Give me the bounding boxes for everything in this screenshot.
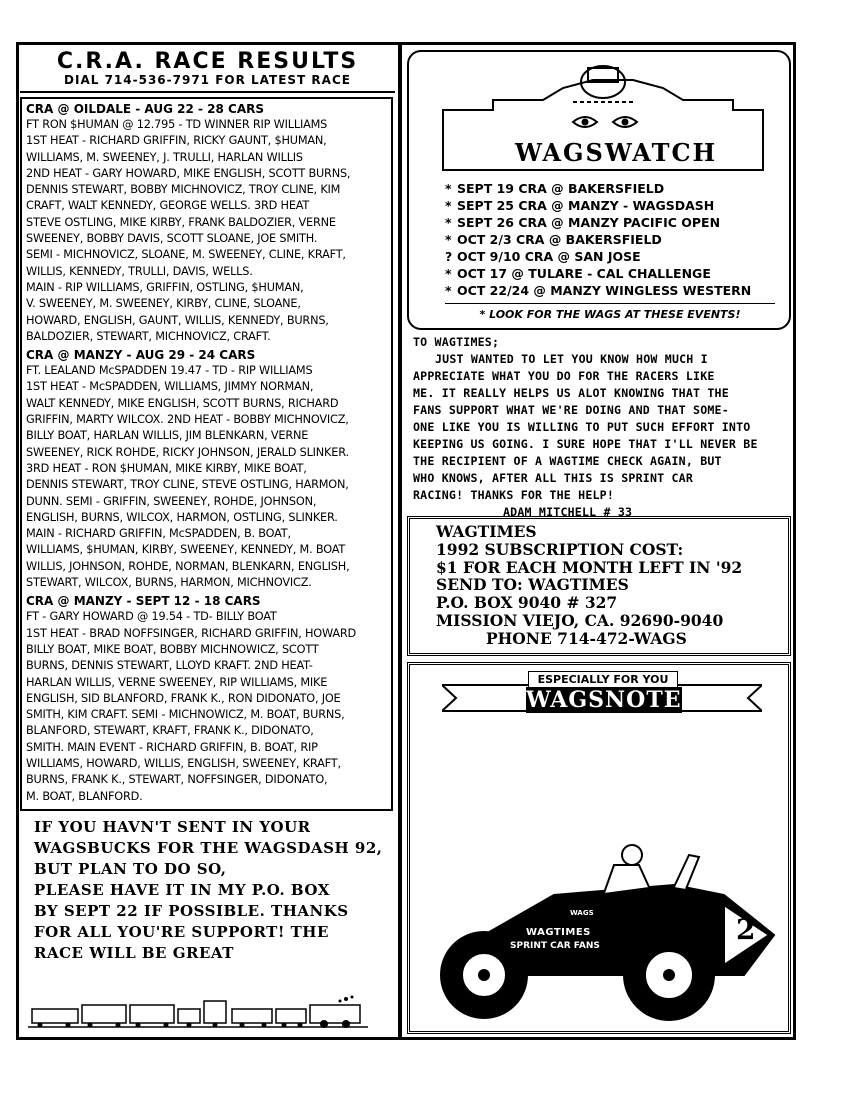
event-text: SEPT 25 CRA @ MANZY - WAGSDASH (457, 198, 715, 213)
result-line: GRIFFIN, MARTY WILCOX. 2ND HEAT - BOBBY MICHNOVICZ, (26, 413, 349, 427)
letter-line: KEEPING US GOING. I SURE HOPE THAT I'LL NEVER BE (413, 437, 758, 451)
sprint-car-icon (424, 825, 784, 1025)
bullet-marker: * (445, 215, 452, 230)
race-heading: CRA @ OILDALE - AUG 22 - 28 CARS (26, 102, 265, 116)
result-line: BURNS, DENNIS STEWART, LLOYD KRAFT. 2ND HEAT- (26, 659, 313, 673)
wagsnotes-banner (442, 671, 762, 715)
result-line: SMITH, KIM CRAFT. SEMI - MICHNOWICZ, M. BOAT, BURNS, (26, 708, 345, 722)
rear-wheel-icon (623, 929, 715, 1021)
bullet-marker: * (445, 266, 452, 281)
callout-line: FOR ALL YOU'RE SUPPORT! THE (34, 922, 329, 941)
callout-line: BY SEPT 22 IF POSSIBLE. THANKS (34, 901, 349, 920)
subscription-line: 1992 SUBSCRIPTION COST: (436, 539, 684, 559)
result-line: BALDOZIER, STEWART, MICHNOVICZ, CRAFT. (26, 329, 271, 343)
event-text: OCT 17 @ TULARE - CAL CHALLENGE (457, 266, 711, 281)
event-text: SEPT 26 CRA @ MANZY PACIFIC OPEN (457, 215, 721, 230)
result-line: SEMI - MICHNOVICZ, SLOANE, M. SWEENEY, CLINE, KRAFT, (26, 248, 346, 262)
list-item (445, 214, 775, 231)
result-line: 1ST HEAT - McSPADDEN, WILLIAMS, JIMMY NORMAN, (26, 380, 314, 394)
race-oildale (26, 101, 387, 345)
subscription-line: MISSION VIEJO, CA. 92690-9040 (436, 610, 724, 630)
result-line: 2ND HEAT - GARY HOWARD, MIKE ENGLISH, SCOTT BURNS, (26, 166, 351, 180)
subscription-line: $1 FOR EACH MONTH LEFT IN '92 (436, 557, 743, 577)
result-line: CRAFT, WALT KENNEDY, GEORGE WELLS. 3RD HEAT (26, 199, 310, 213)
subscription-line: SEND TO: WAGTIMES (436, 575, 629, 595)
result-line: FT. LEALAND McSPADDEN 19.47 - TD - RIP WILLIAMS (26, 364, 313, 378)
wagswatch-title: WAGSWATCH (515, 138, 718, 167)
result-line: WILLIAMS, HOWARD, WILLIS, ENGLISH, SWEENEY, KRAFT, (26, 756, 341, 770)
list-item (445, 197, 775, 214)
subscription-box (407, 516, 791, 656)
letter-line: WHO KNOWS, AFTER ALL THIS IS SPRINT CAR (413, 471, 694, 485)
car-label: WAGTIMES (526, 927, 591, 938)
result-line: WILLIS, JOHNSON, ROHDE, NORMAN, BLENKARN, ENGLISH, (26, 559, 350, 573)
list-item (445, 231, 775, 248)
result-line: BILLY BOAT, MIKE BOAT, BOBBY MICHNOWICZ, SCOTT (26, 642, 319, 656)
bullet-marker: * (445, 232, 452, 247)
event-text: OCT 2/3 CRA @ BAKERSFIELD (457, 232, 662, 247)
result-line: DENNIS STEWART, BOBBY MICHNOVICZ, TROY CLINE, KIM (26, 183, 341, 197)
bullet-marker: * (445, 198, 452, 213)
bullet-marker: * (445, 181, 452, 196)
letter-line: JUST WANTED TO LET YOU KNOW HOW MUCH I (435, 352, 708, 366)
race-results (20, 97, 393, 811)
callout-line: WAGSBUCKS FOR THE WAGSDASH 92, (34, 838, 383, 857)
result-line: V. SWEENEY, M. SWEENEY, KIRBY, CLINE, SLOANE, (26, 297, 301, 311)
result-line: 3RD HEAT - RON $HUMAN, MIKE KIRBY, MIKE BOAT, (26, 461, 307, 475)
event-list (445, 180, 775, 323)
letter-line: RACING! THANKS FOR THE HELP! (413, 488, 615, 502)
list-item (445, 180, 775, 197)
letter-line: ONE LIKE YOU IS WILLING TO PUT SUCH EFFORT INTO (413, 420, 751, 434)
callout-line: BUT PLAN TO DO SO, (34, 859, 227, 878)
wagsnotes-box (407, 662, 791, 1034)
result-line: SMITH. MAIN EVENT - RICHARD GRIFFIN, B. BOAT, RIP (26, 740, 318, 754)
masthead-subtitle: DIAL 714-536-7971 FOR LATEST RACE (64, 73, 351, 87)
letter-salutation: TO WAGTIMES; (413, 335, 500, 349)
subscription-line: WAGTIMES (436, 522, 537, 541)
result-line: WILLIAMS, $HUMAN, KIRBY, SWEENEY, KENNEDY, M. BOAT (26, 543, 346, 557)
wagsnotes-title: WAGSNOTES (526, 687, 699, 713)
event-text: OCT 9/10 CRA @ SAN JOSE (457, 249, 641, 264)
result-line: WALT KENNEDY, MIKE ENGLISH, SCOTT BURNS, RICHARD (26, 396, 339, 410)
result-line: MAIN - RIP WILLIAMS, GRIFFIN, OSTLING, $HUMAN, (26, 280, 304, 294)
result-line: WILLIAMS, M. SWEENEY, J. TRULLI, HARLAN WILLIS (26, 150, 303, 164)
list-item (445, 265, 775, 282)
result-line: 1ST HEAT - RICHARD GRIFFIN, RICKY GAUNT, $HUMAN, (26, 134, 327, 148)
result-line: HARLAN WILLIS, VERNE SWEENEY, RIP WILLIAMS, MIKE (26, 675, 328, 689)
car-wags-text: WAGS (570, 909, 594, 917)
bullet-marker: * (445, 283, 452, 298)
result-line: DUNN. SEMI - GRIFFIN, SWEENEY, ROHDE, JOHNSON, (26, 494, 317, 508)
result-line: BURNS, FRANK K., STEWART, NOFFSINGER, DIDONATO, (26, 773, 328, 787)
result-line: FT - GARY HOWARD @ 19.54 - TD- BILLY BOAT (26, 610, 277, 624)
result-line: FT RON $HUMAN @ 12.795 - TD WINNER RIP WILLIAMS (26, 118, 328, 131)
car-label: SPRINT CAR FANS (510, 941, 600, 951)
result-line: M. BOAT, BLANFORD. (26, 789, 143, 803)
left-column (20, 46, 395, 1036)
race-manzy-sept (26, 593, 387, 805)
result-line: STEWART, WILCOX, BURNS, HARMON, MICHNOVICZ. (26, 576, 312, 590)
wagsbucks-callout (20, 817, 395, 964)
race-heading: CRA @ MANZY - SEPT 12 - 18 CARS (26, 594, 261, 609)
callout-line: IF YOU HAVN'T SENT IN YOUR (34, 817, 311, 836)
result-line: STEVE OSTLING, MIKE KIRBY, FRANK BALDOZIER, VERNE (26, 215, 336, 229)
result-line: DENNIS STEWART, TROY CLINE, STEVE OSTLING, HARMON, (26, 478, 349, 492)
letter-line: FANS SUPPORT WHAT WE'RE DOING AND THAT SOME- (413, 403, 729, 417)
wagswatch-box (407, 50, 791, 330)
masthead (20, 46, 395, 93)
subscription-text (436, 523, 742, 648)
wagsnotes-tagline: ESPECIALLY FOR YOU (528, 671, 678, 687)
result-line: WILLIS, KENNEDY, TRULLI, DAVIS, WELLS. (26, 264, 253, 278)
smoke-icon (339, 996, 354, 1003)
result-line: ENGLISH, SID BLANFORD, FRANK K., RON DIDONATO, JOE (26, 691, 341, 705)
letter-line: APPRECIATE WHAT YOU DO FOR THE RACERS LIKE (413, 369, 715, 383)
letter-line: ME. IT REALLY HELPS US ALOT KNOWING THAT THE (413, 386, 729, 400)
race-manzy-aug (26, 347, 387, 591)
result-line: HOWARD, ENGLISH, GAUNT, WILLIS, KENNEDY, BURNS, (26, 313, 329, 327)
subscription-line: P.O. BOX 9040 # 327 (436, 593, 618, 613)
callout-line: PLEASE HAVE IT IN MY P.O. BOX (34, 880, 330, 899)
result-line: BLANFORD, STEWART, KRAFT, FRANK K., DIDONATO, (26, 724, 314, 738)
reader-letter (413, 334, 793, 521)
event-text: SEPT 19 CRA @ BAKERSFIELD (457, 181, 665, 196)
result-line: BILLY BOAT, HARLAN WILLIS, JIM BLENKARN, VERNE (26, 429, 309, 443)
train-clipart (28, 995, 368, 1031)
callout-line: RACE WILL BE GREAT (34, 943, 234, 962)
race-heading: CRA @ MANZY - AUG 29 - 24 CARS (26, 348, 256, 363)
car-number: 2 (736, 913, 756, 946)
result-line: SWEENEY, BOBBY DAVIS, SCOTT SLOANE, JOE SMITH. (26, 232, 318, 246)
list-item (445, 282, 775, 299)
bullet-marker: ? (445, 249, 453, 264)
result-line: ENGLISH, BURNS, WILCOX, HARMON, OSTLING, SLINKER. (26, 510, 338, 524)
column-divider (398, 42, 402, 1040)
event-text: OCT 22/24 @ MANZY WINGLESS WESTERN (457, 283, 752, 298)
wagswatch-footer: * LOOK FOR THE WAGS AT THESE EVENTS! (445, 303, 775, 323)
subscription-phone: PHONE 714-472-WAGS (486, 628, 687, 648)
result-line: 1ST HEAT - BRAD NOFFSINGER, RICHARD GRIFFIN, HOWARD (26, 626, 357, 640)
letter-line: THE RECIPIENT OF A WAGTIME CHECK AGAIN, BUT (413, 454, 722, 468)
list-item (445, 248, 775, 265)
right-column (403, 46, 793, 1036)
train-icon (28, 1001, 368, 1027)
result-line: SWEENEY, RICK ROHDE, RICKY JOHNSON, JERALD SLINKER. (26, 445, 349, 459)
letter-signature: ADAM MITCHELL # 33 (503, 505, 633, 519)
masthead-title: C.R.A. RACE RESULTS (56, 49, 359, 74)
result-line: MAIN - RICHARD GRIFFIN, McSPADDEN, B. BOAT, (26, 527, 291, 541)
